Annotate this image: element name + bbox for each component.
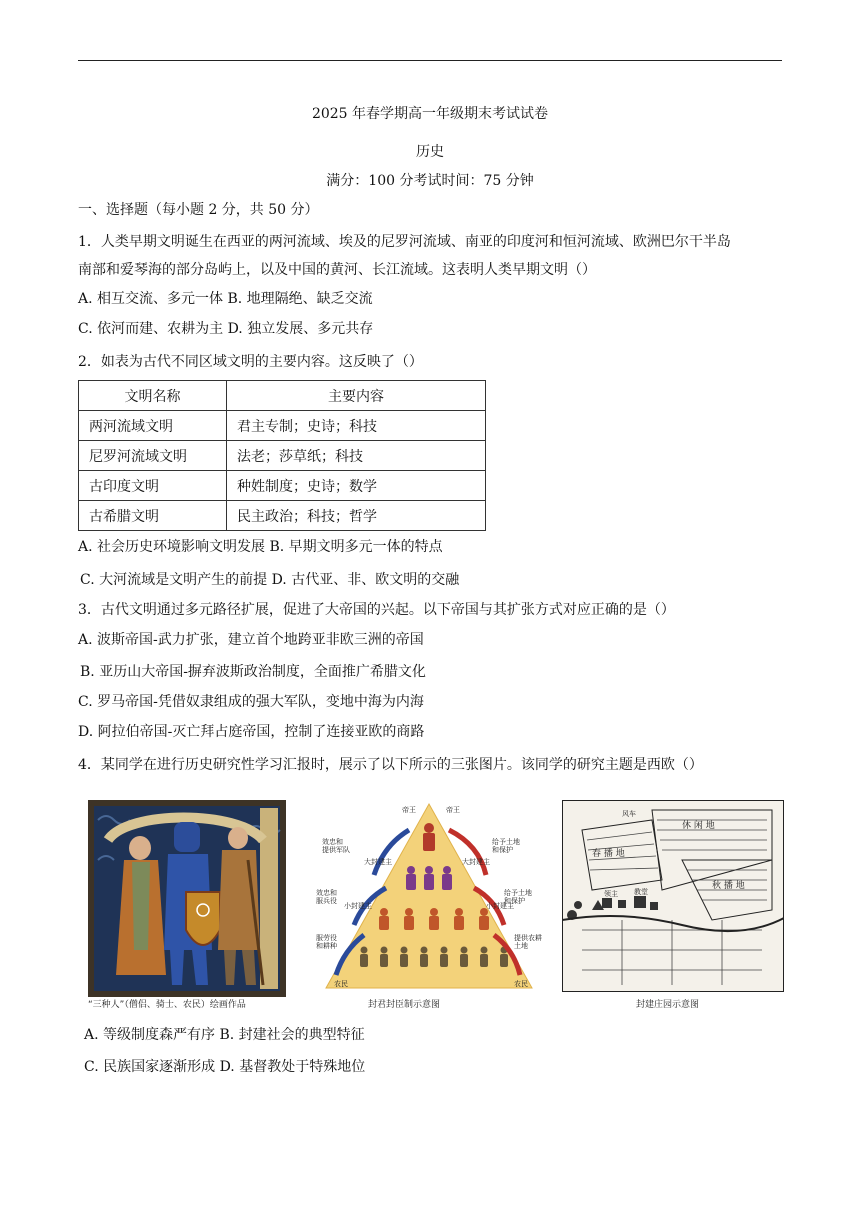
pyramid-label: 农民	[334, 980, 348, 988]
pyramid-label: 小封建主	[486, 902, 514, 910]
q2-stem: 2．如表为古代不同区域文明的主要内容。这反映了（）	[78, 354, 423, 370]
q3-option-a: A. 波斯帝国-武力扩张，建立首个地跨亚非欧三洲的帝国	[78, 632, 424, 648]
pyramid-label: 大封建主	[364, 858, 392, 866]
table-cell: 两河流域文明	[79, 411, 227, 441]
feudal-manor-map	[562, 800, 784, 992]
q2-options-ab: A. 社会历史环境影响文明发展 B. 早期文明多元一体的特点	[78, 539, 443, 555]
pyramid-label: 给予土地和保护	[504, 889, 532, 905]
civilization-table	[78, 380, 486, 531]
pyramid-label: 小封建主	[344, 902, 372, 910]
q4-options-cd: C. 民族国家逐渐形成 D. 基督教处于特殊地位	[84, 1059, 366, 1075]
q2-options-cd: C. 大河流域是文明产生的前提 D. 古代亚、非、欧文明的交融	[80, 572, 460, 588]
q3-option-d: D. 阿拉伯帝国-灭亡拜占庭帝国，控制了连接亚欧的商路	[78, 724, 425, 740]
q1-options-cd: C. 依河而建、农耕为主 D. 独立发展、多元共存	[78, 321, 374, 337]
q4-options-ab: A. 等级制度森严有序 B. 封建社会的典型特征	[84, 1027, 365, 1043]
caption-three-estates: “三种人”（僧侣、骑士、农民）绘画作品	[88, 1000, 246, 1010]
q3-option-b: B. 亚历山大帝国-摒弃波斯政治制度，全面推广希腊文化	[80, 664, 426, 680]
pyramid-label: 帝王	[402, 806, 416, 814]
section-heading: 一、选择题（每小题 2 分，共 50 分）	[78, 202, 319, 218]
caption-manor-map: 封建庄园示意图	[636, 1000, 700, 1010]
table-row	[79, 441, 486, 471]
table-row	[79, 501, 486, 531]
table-row	[79, 411, 486, 441]
pyramid-label: 帝王	[446, 806, 460, 814]
table-header-row	[79, 381, 486, 411]
table-row	[79, 471, 486, 501]
q1-options-ab: A. 相互交流、多元一体 B. 地理隔绝、缺乏交流	[78, 291, 373, 307]
pyramid-label: 给予土地和保护	[492, 838, 520, 854]
q3-option-c: C. 罗马帝国-凭借奴隶组成的强大军队，变地中海为内海	[78, 694, 424, 710]
caption-feudal-pyramid: 封君封臣制示意图	[368, 1000, 441, 1010]
manor-label: 教堂	[634, 888, 648, 896]
q4-stem: 4．某同学在进行历史研究性学习汇报时，展示了以下所示的三张图片。该同学的研究主题是西欧（）	[78, 757, 703, 773]
pyramid-label: 提供农耕土地	[514, 934, 542, 950]
pyramid-label: 大封建主	[462, 858, 490, 866]
feudal-pyramid-diagram	[314, 800, 544, 995]
q1-stem-line1: 1．人类早期文明诞生在西亚的两河流域、埃及的尼罗河流域、南亚的印度河和恒河流域、欧洲巴尔干半岛	[78, 234, 731, 250]
q1-stem-line2: 南部和爱琴海的部分岛屿上，以及中国的黄河、长江流域。这表明人类早期文明（）	[78, 262, 596, 278]
pyramid-label: 服劳役和耕种	[316, 934, 337, 950]
table-cell: 民主政治；科技；哲学	[227, 501, 486, 531]
pyramid-label: 农民	[514, 980, 528, 988]
manor-label: 休 闲 地	[682, 821, 715, 831]
table-cell: 种姓制度；史诗；数学	[227, 471, 486, 501]
table-header: 文明名称	[79, 381, 227, 411]
exam-info: 满分：100 分考试时间：75 分钟	[326, 173, 534, 189]
three-estates-painting	[88, 800, 286, 997]
manor-label: 领主	[604, 890, 618, 898]
table-cell: 法老；莎草纸；科技	[227, 441, 486, 471]
header-rule	[78, 60, 782, 61]
manor-label: 风车	[622, 810, 636, 818]
table-header: 主要内容	[227, 381, 486, 411]
q3-stem: 3．古代文明通过多元路径扩展，促进了大帝国的兴起。以下帝国与其扩张方式对应正确的是（）	[78, 602, 675, 618]
exam-title: 2025 年春学期高一年级期末考试试卷	[311, 106, 549, 122]
pyramid-label: 效忠和提供军队	[322, 838, 350, 854]
table-cell: 古印度文明	[79, 471, 227, 501]
subject-title: 历史	[416, 144, 444, 160]
pyramid-label: 效忠和服兵役	[316, 889, 337, 905]
table-cell: 君主专制；史诗；科技	[227, 411, 486, 441]
table-cell: 古希腊文明	[79, 501, 227, 531]
manor-label: 春 播 地	[592, 849, 625, 859]
manor-label: 秋 播 地	[712, 881, 745, 891]
table-cell: 尼罗河流域文明	[79, 441, 227, 471]
